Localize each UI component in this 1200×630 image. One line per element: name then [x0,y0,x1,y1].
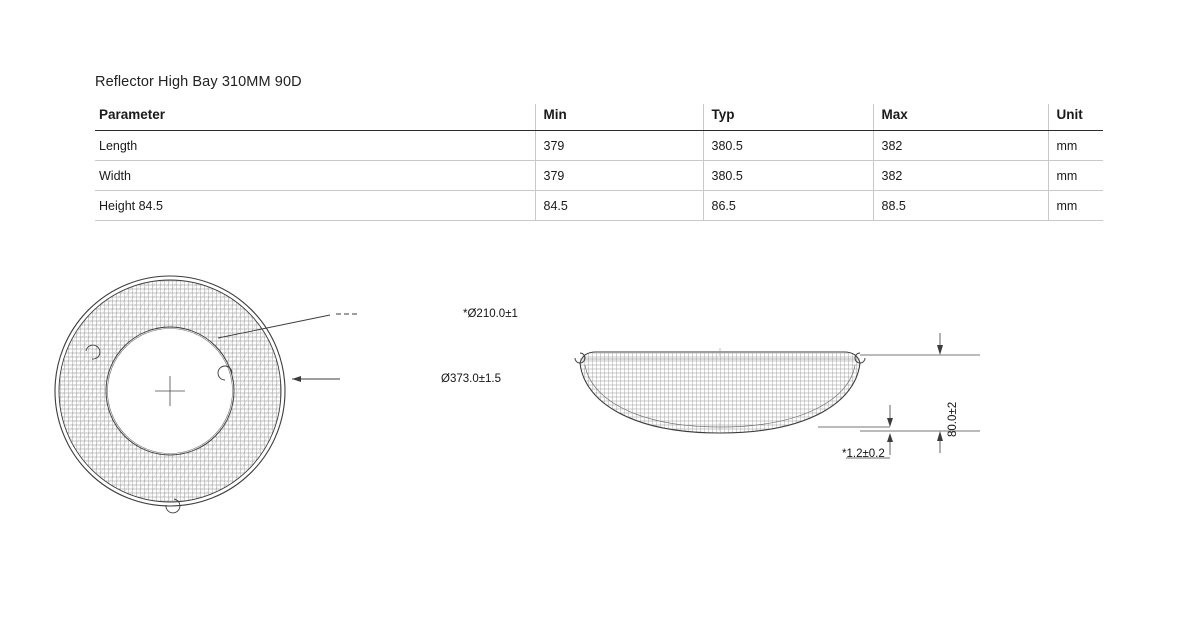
cell-typ: 86.5 [703,191,873,221]
page-title: Reflector High Bay 310MM 90D [95,74,302,90]
table-header-row [95,104,1103,131]
label-inner-diameter: *Ø210.0±1 [463,308,518,320]
dimension-overall-height [937,333,943,453]
reflector-ring-hatching [55,275,290,510]
cell-unit: mm [1048,131,1103,161]
reflector-side-view-drawing [560,215,1040,575]
leader-outer-diameter [292,376,340,382]
cell-typ: 380.5 [703,131,873,161]
cell-typ: 380.5 [703,161,873,191]
cell-min: 84.5 [535,191,703,221]
label-outer-diameter: Ø373.0±1.5 [441,373,502,385]
label-overall-height: 80.0±2 [947,401,959,437]
column-header-parameter: Parameter [95,104,535,131]
cell-min: 379 [535,131,703,161]
column-header-max: Max [873,104,1048,131]
cell-parameter: Height 84.5 [95,191,535,221]
column-header-min: Min [535,104,703,131]
technical-drawings [0,215,1200,575]
table-row [95,161,1103,191]
specification-table [95,104,1103,221]
column-header-unit: Unit [1048,104,1103,131]
cell-min: 379 [535,161,703,191]
cell-max: 382 [873,161,1048,191]
table-row [95,131,1103,161]
cell-max: 382 [873,131,1048,161]
cell-parameter: Width [95,161,535,191]
cell-max: 88.5 [873,191,1048,221]
label-wall-thickness: *1.2±0.2 [842,448,885,460]
reflector-top-view-drawing [0,215,560,575]
column-header-typ: Typ [703,104,873,131]
cell-parameter: Length [95,131,535,161]
cell-unit: mm [1048,161,1103,191]
cell-unit: mm [1048,191,1103,221]
